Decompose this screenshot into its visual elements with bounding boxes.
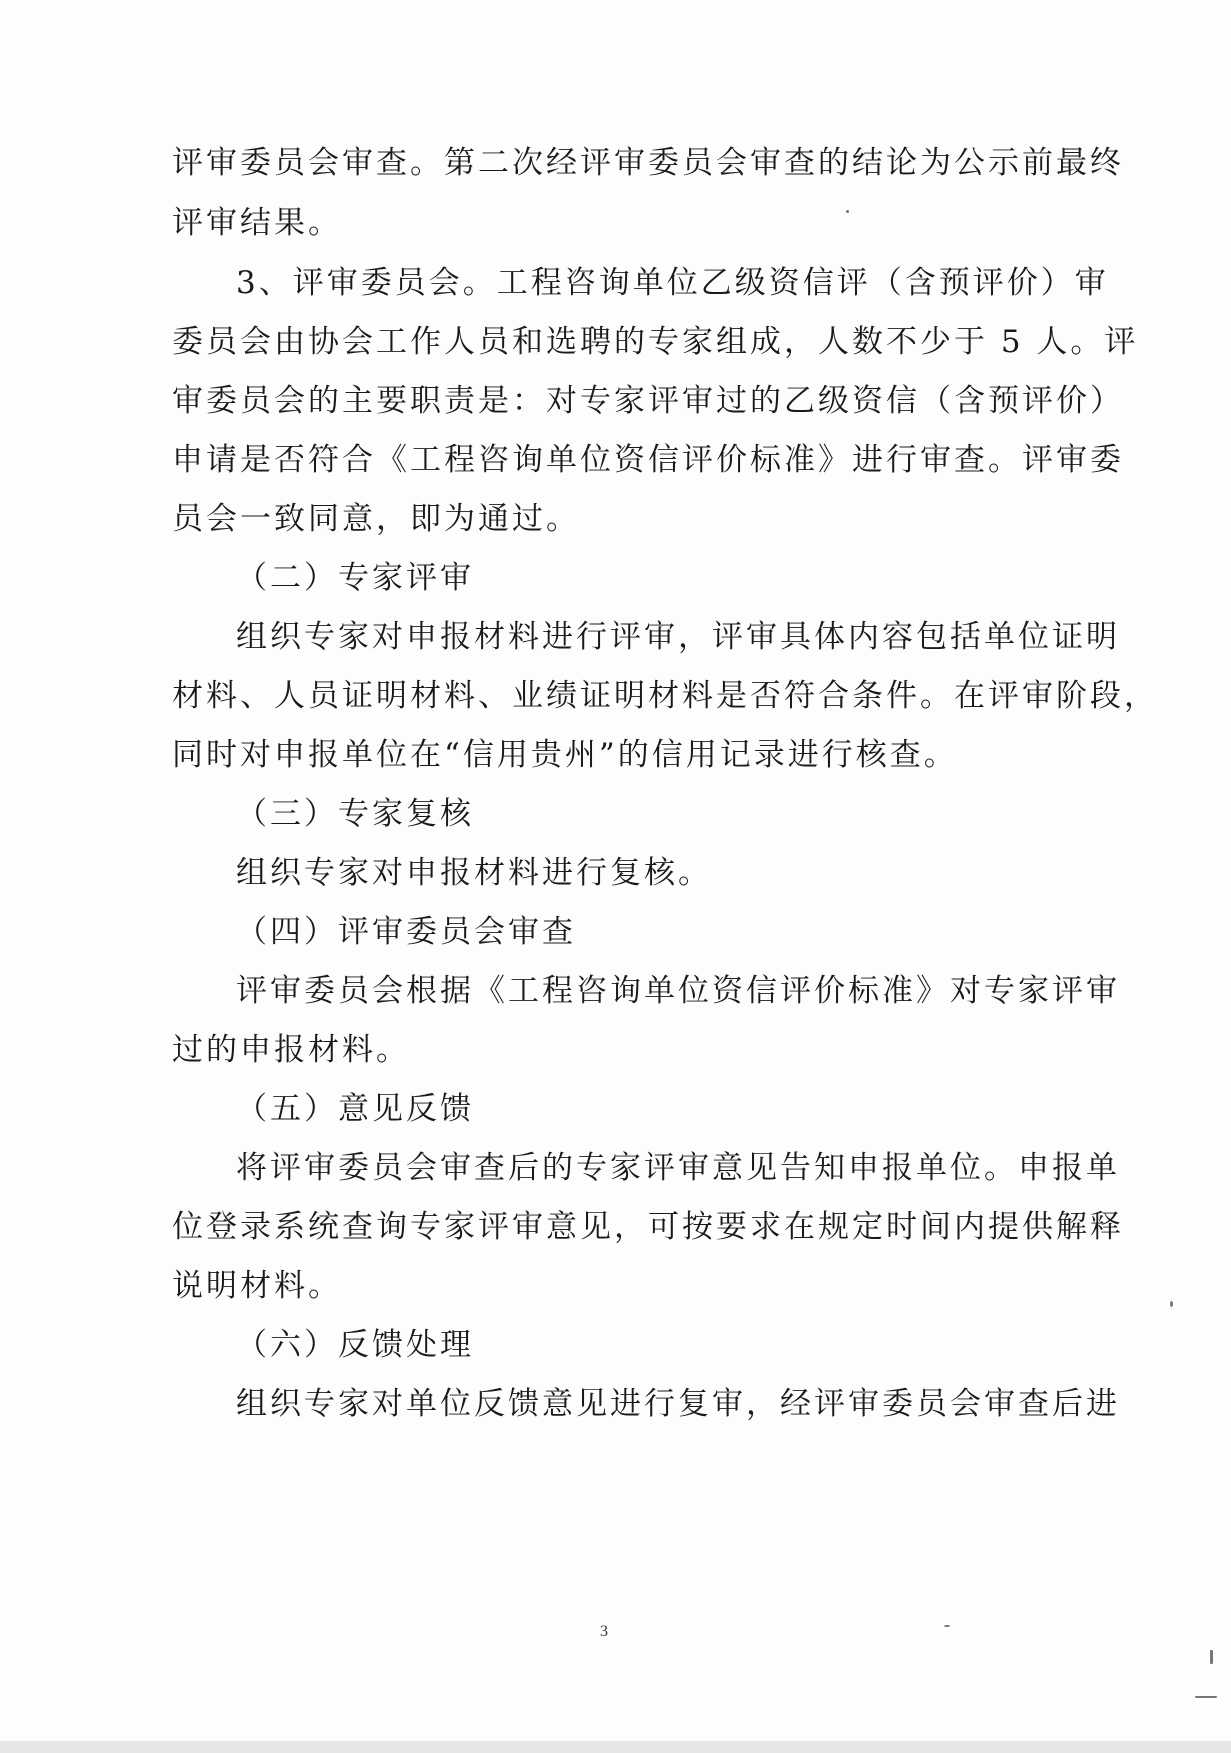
section-heading-4: （四）评审委员会审查 [236,914,576,950]
section-3-line-1: 组织专家对申报材料进行复核。 [236,855,712,891]
section-6-line-1: 组织专家对单位反馈意见进行复审，经评审委员会审查后进 [236,1386,1120,1422]
paragraph-3-line-1: 3、评审委员会。工程咨询单位乙级资信评（含预评价）审 [236,265,1109,301]
body-line-2: 评审结果。 [172,205,342,241]
page-number: 3 [600,1623,608,1640]
scan-speck [846,210,849,213]
section-2-line-3: 同时对申报单位在“信用贵州”的信用记录进行核查。 [172,737,958,773]
section-2-line-2: 材料、人员证明材料、业绩证明材料是否符合条件。在评审阶段， [172,678,1158,714]
scan-edge [0,1741,1231,1753]
scan-speck [944,1625,950,1627]
body-line-1: 评审委员会审查。第二次经评审委员会审查的结论为公示前最终 [172,145,1124,181]
scan-speck [1195,1696,1217,1698]
section-4-line-1: 评审委员会根据《工程咨询单位资信评价标准》对专家评审 [236,973,1120,1009]
section-5-line-3: 说明材料。 [172,1268,342,1304]
section-heading-3: （三）专家复核 [236,796,474,832]
section-4-line-2: 过的申报材料。 [172,1032,410,1068]
scan-speck [1170,1301,1173,1307]
section-heading-6: （六）反馈处理 [236,1327,474,1363]
section-heading-5: （五）意见反馈 [236,1091,474,1127]
paragraph-3-line-2: 委员会由协会工作人员和选聘的专家组成，人数不少于 5 人。评 [172,324,1139,360]
scan-speck [1210,1650,1213,1664]
paragraph-3-line-5: 员会一致同意，即为通过。 [172,501,580,537]
section-heading-2: （二）专家评审 [236,560,474,596]
section-5-line-2: 位登录系统查询专家评审意见，可按要求在规定时间内提供解释 [172,1209,1124,1245]
section-2-line-1: 组织专家对申报材料进行评审，评审具体内容包括单位证明 [236,619,1120,655]
paragraph-3-line-4: 申请是否符合《工程咨询单位资信评价标准》进行审查。评审委 [172,442,1124,478]
section-5-line-1: 将评审委员会审查后的专家评审意见告知申报单位。申报单 [236,1150,1120,1186]
paragraph-3-line-3: 审委员会的主要职责是：对专家评审过的乙级资信（含预评价） [172,383,1124,419]
